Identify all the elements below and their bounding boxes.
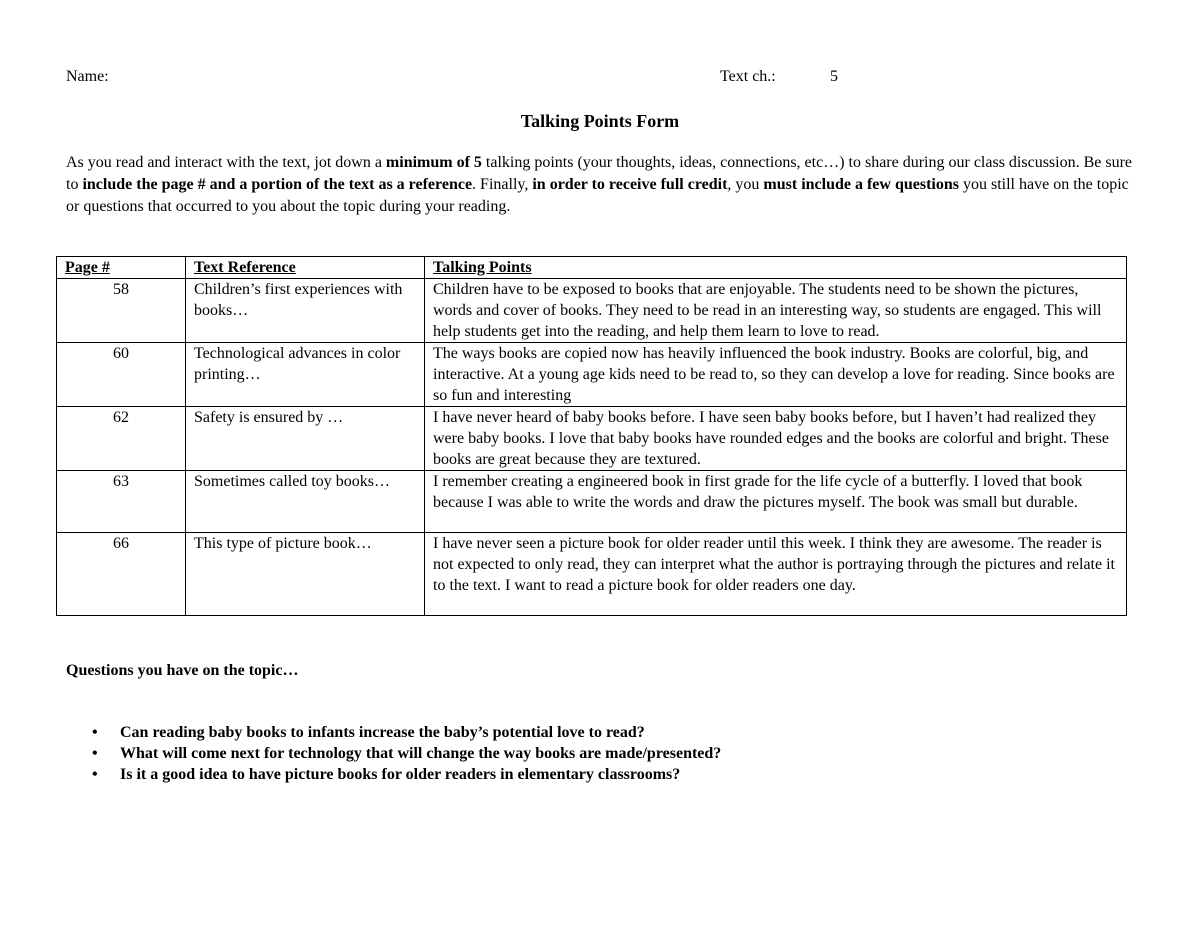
table-row — [57, 279, 1127, 343]
table-header-row — [57, 257, 1127, 279]
reference-cell: Safety is ensured by … — [186, 407, 425, 471]
bullet-icon: • — [92, 745, 98, 762]
text-chapter-value: 5 — [830, 68, 838, 85]
reference-cell: Sometimes called toy books… — [186, 471, 425, 533]
page-cell: 58 — [57, 279, 186, 343]
table-row — [57, 471, 1127, 533]
bullet-icon: • — [92, 724, 98, 741]
instructions-text: , you — [727, 176, 764, 193]
reference-cell: This type of picture book… — [186, 533, 425, 616]
text-chapter-label: Text ch.: — [720, 68, 776, 85]
list-item — [66, 743, 1146, 764]
instructions-emphasis: must include a few questions — [763, 176, 959, 193]
talking-points-table — [56, 256, 1127, 616]
question-text: What will come next for technology that will change the way books are made/presented? — [120, 745, 722, 762]
reference-cell: Technological advances in color printing… — [186, 343, 425, 407]
questions-heading: Questions you have on the topic… — [66, 662, 299, 679]
column-header-talking-points: Talking Points — [425, 257, 1127, 279]
instructions-text: you still have on the topic or questions that occurred to you about the topic during your reading. — [66, 176, 1129, 215]
table-row — [57, 533, 1127, 616]
instructions-emphasis: minimum of 5 — [385, 154, 482, 171]
page-cell: 66 — [57, 533, 186, 616]
list-item — [66, 764, 1146, 785]
question-text: Can reading baby books to infants increase the baby’s potential love to read? — [120, 724, 645, 741]
table-row — [57, 343, 1127, 407]
questions-list — [66, 722, 1146, 785]
talking-point-cell: The ways books are copied now has heavily influenced the book industry. Books are colorful, big, and interactive. At a young age kids need to be read to, so they can develop a love for reading. Since books are so fun and interesting — [425, 343, 1127, 407]
instructions-paragraph — [66, 152, 1146, 218]
instructions-emphasis: include the page # and a portion of the text as a reference — [82, 176, 473, 193]
table-row — [57, 407, 1127, 471]
instructions-emphasis: in order to receive full credit — [532, 176, 728, 193]
page-cell: 60 — [57, 343, 186, 407]
talking-point-cell: I remember creating a engineered book in first grade for the life cycle of a butterfly. I loved that book because I was able to write the words and draw the pictures myself. The book was small but durable. — [425, 471, 1127, 533]
talking-point-cell: I have never heard of baby books before. I have seen baby books before, but I haven’t had realized they were baby books. I love that baby books have rounded edges and the books are colorful and bright. These books are great because they are textured. — [425, 407, 1127, 471]
form-title: Talking Points Form — [520, 111, 680, 131]
name-label: Name: — [66, 68, 109, 85]
instructions-text: talking points (your thoughts, ideas, connections, etc…) to share during our class discussion. Be sure to — [66, 154, 1133, 193]
reference-cell: Children’s first experiences with books… — [186, 279, 425, 343]
question-text: Is it a good idea to have picture books for older readers in elementary classrooms? — [120, 766, 681, 783]
list-item — [66, 722, 1146, 743]
page-cell: 63 — [57, 471, 186, 533]
bullet-icon: • — [92, 766, 98, 783]
column-header-text-reference: Text Reference — [186, 257, 425, 279]
column-header-page: Page # — [57, 257, 186, 279]
instructions-text: As you read and interact with the text, jot down a — [66, 154, 386, 171]
page-cell: 62 — [57, 407, 186, 471]
talking-point-cell: Children have to be exposed to books that are enjoyable. The students need to be shown the pictures, words and cover of books. They need to be read in an interesting way, so students are engaged. This will help students get into the reading, and help them learn to love to read. — [425, 279, 1127, 343]
instructions-text: . Finally, — [472, 176, 533, 193]
talking-point-cell: I have never seen a picture book for older reader until this week. I think they are awesome. The reader is not expected to only read, they can interpret what the author is portraying through the pictures and relate it to the text. I want to read a picture book for older readers one day. — [425, 533, 1127, 616]
